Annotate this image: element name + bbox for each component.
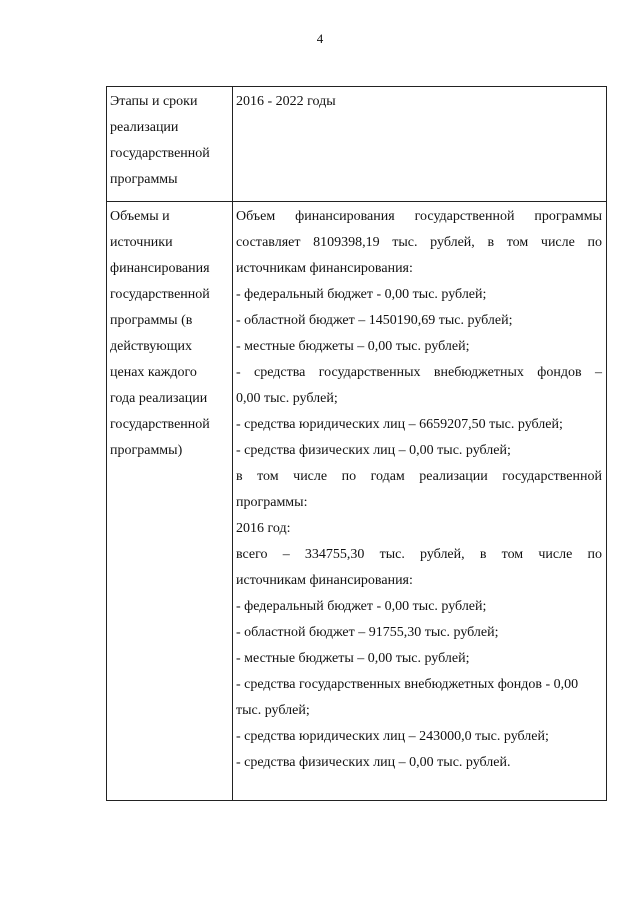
funding-text-line: - средства юридических лиц – 6659207,50 тыс. рублей;	[236, 417, 563, 432]
funding-label-line: финансирования	[110, 261, 210, 276]
funding-text-line: в том числе по годам реализации государственной	[236, 469, 602, 484]
funding-label-line: источники	[110, 235, 173, 250]
funding-label-line: года реализации	[110, 391, 208, 406]
funding-text-line: тыс. рублей;	[236, 703, 310, 718]
stages-label-line: программы	[110, 172, 178, 187]
funding-text-line: 0,00 тыс. рублей;	[236, 391, 338, 406]
funding-text-line: Объем финансирования государственной программы	[236, 209, 602, 224]
funding-label-line: ценах каждого	[110, 365, 197, 380]
funding-text-line: - средства физических лиц – 0,00 тыс. рублей;	[236, 443, 511, 458]
funding-text-line: - областной бюджет – 91755,30 тыс. рублей;	[236, 625, 499, 640]
funding-text-line: - областной бюджет – 1450190,69 тыс. рублей;	[236, 313, 513, 328]
funding-text-line: - местные бюджеты – 0,00 тыс. рублей;	[236, 339, 470, 354]
stages-label-line: государственной	[110, 146, 210, 161]
funding-text-line: источникам финансирования:	[236, 573, 413, 588]
funding-label-line: действующих	[110, 339, 193, 354]
funding-label-line: Объемы и	[110, 209, 170, 224]
stages-value: 2016 - 2022 годы	[236, 94, 336, 109]
funding-text-line: - средства государственных внебюджетных фондов - 0,00	[236, 677, 579, 692]
funding-text-line: - средства юридических лиц – 243000,0 тыс. рублей;	[236, 729, 549, 744]
funding-text-line: - средства физических лиц – 0,00 тыс. рублей.	[236, 755, 511, 770]
funding-text-line: - местные бюджеты – 0,00 тыс. рублей;	[236, 651, 470, 666]
funding-text-line: 2016 год:	[236, 521, 291, 536]
funding-text-line: программы:	[236, 495, 308, 510]
table-row-stages	[107, 87, 607, 202]
funding-text-line: - федеральный бюджет - 0,00 тыс. рублей;	[236, 287, 487, 302]
funding-text-line: - средства государственных внебюджетных фондов –	[236, 365, 602, 380]
funding-label-line: государственной	[110, 417, 210, 432]
funding-text-line: всего – 334755,30 тыс. рублей, в том числе по	[236, 547, 602, 562]
table-row-funding	[107, 202, 607, 801]
funding-label-line: программы)	[110, 443, 183, 458]
stages-label-line: реализации	[110, 120, 179, 135]
stages-label-line: Этапы и сроки	[110, 94, 198, 109]
program-passport-table	[106, 86, 607, 801]
page-number: 4	[316, 31, 324, 46]
stages-label-cell	[107, 87, 233, 202]
stages-value-cell	[233, 87, 607, 202]
funding-text-cell	[233, 202, 607, 801]
funding-text-line: составляет 8109398,19 тыс. рублей, в том числе по	[236, 235, 602, 250]
funding-label-cell	[107, 202, 233, 801]
funding-text-line: источникам финансирования:	[236, 261, 413, 276]
funding-label-line: программы (в	[110, 313, 193, 328]
funding-text-line: - федеральный бюджет - 0,00 тыс. рублей;	[236, 599, 487, 614]
funding-label-line: государственной	[110, 287, 210, 302]
